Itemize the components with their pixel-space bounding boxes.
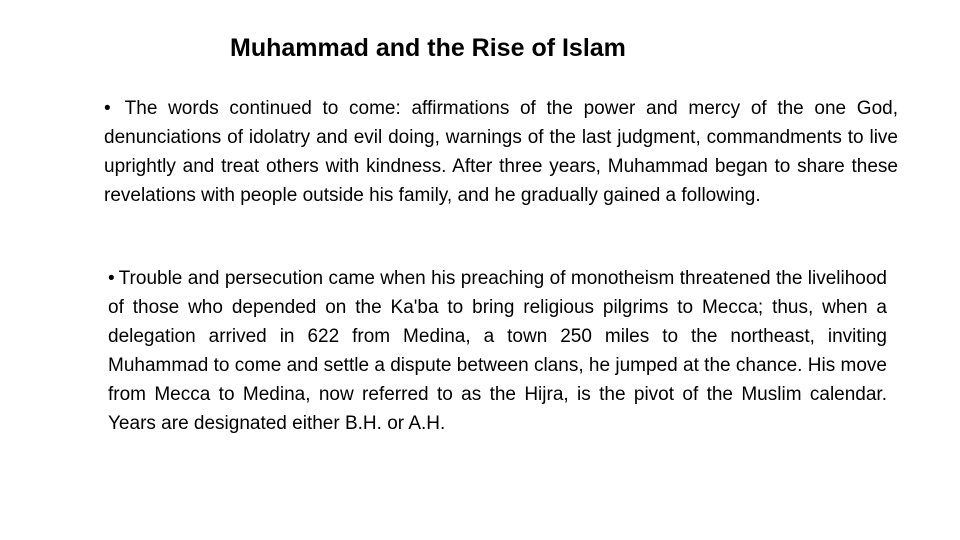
paragraph-text: Trouble and persecution came when his preaching of monotheism threatened the livelihood of those who depended on the Ka'ba to bring religious pilgrims to Mecca; thus, when a delegation arrived in 622 from Medina, a town 250 miles to the northeast, inviting Muhammad to come and settle a dispute between clans, he jumped at the chance. His move from Mecca to Medina, now referred to as the Hijra, is the pivot of the Muslim calendar. Years are designated either B.H. or A.H. (108, 268, 887, 434)
bullet-icon: • (104, 98, 111, 119)
bullet-paragraph-2 (108, 264, 887, 438)
paragraph-text: The words continued to come: affirmations of the power and mercy of the one God, denunciations of idolatry and evil doing, warnings of the last judgment, commandments to live uprightly and treat others with kindness. After three years, Muhammad began to share these revelations with people outside his family, and he gradually gained a following. (104, 98, 898, 206)
bullet-icon: • (108, 268, 115, 289)
slide-title: Muhammad and the Rise of Islam (230, 34, 626, 62)
bullet-paragraph-1 (104, 94, 898, 210)
